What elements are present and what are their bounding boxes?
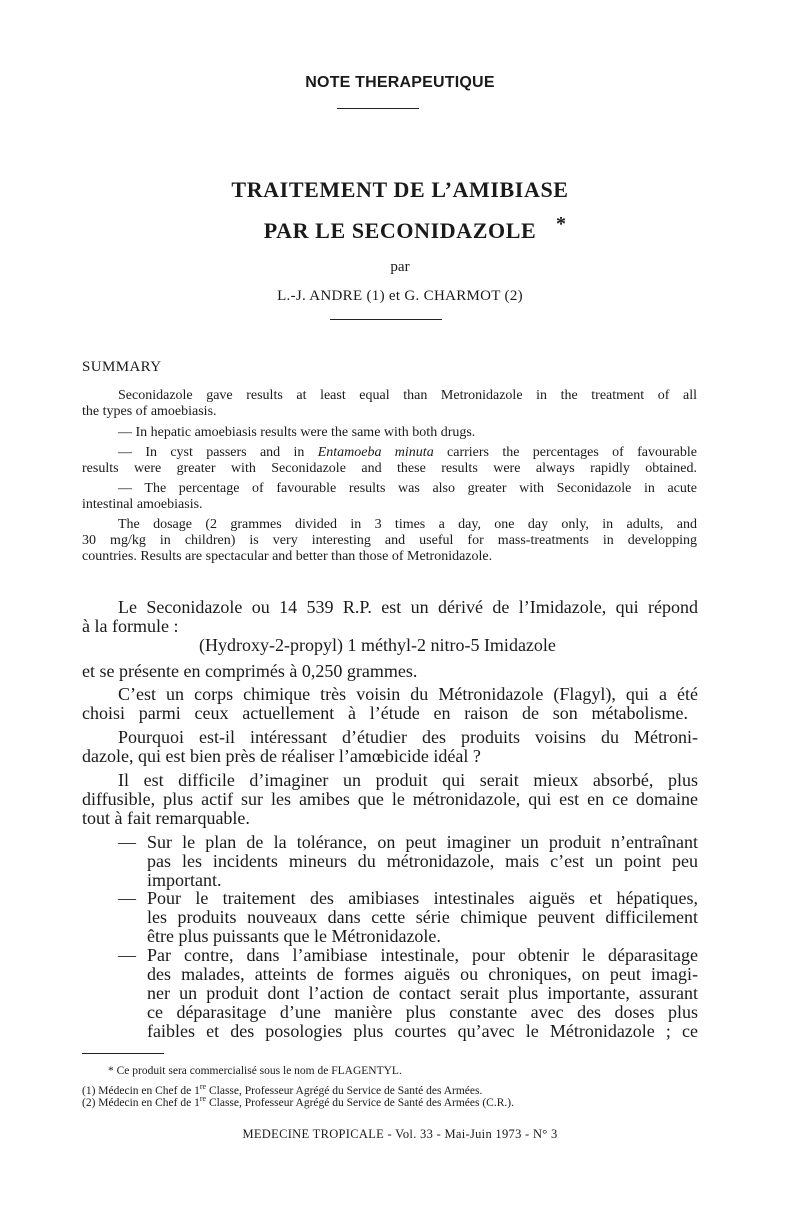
footnote-star: * Ce produit sera commercialisé sous le nom de FLAGENTYL. — [108, 1065, 402, 1077]
title-footnote-mark: * — [556, 213, 566, 235]
body-line: (Hydroxy-2-propyl) 1 méthyl-2 nitro-5 Imidazole — [199, 635, 556, 655]
summary-line: the types of amoebiasis. — [82, 404, 217, 419]
summary-line: The dosage (2 grammes divided in 3 times a day, one day only, in adults, and — [118, 517, 697, 532]
body-line: à la formule : — [82, 616, 179, 636]
body-line: pas les incidents mineurs du métronidazole, mais c’est un point peu — [147, 851, 698, 871]
body-line: Pourquoi est-il intéressant d’étudier des produits voisins du Métroni- — [118, 727, 698, 747]
footnote-2-sup: re — [199, 1094, 207, 1103]
footnote-1-text-rest: Classe, Professeur Agrégé du Service de Santé des Armées. — [206, 1084, 483, 1097]
footnote-2 — [82, 1092, 514, 1110]
article-title-line-2-text: PAR LE SECONIDAZOLE — [263, 218, 537, 243]
body-line: Pour le traitement des amibiases intestinales aiguës et hépatiques, — [147, 888, 698, 908]
byline-par: par — [390, 259, 410, 275]
body-line: important. — [147, 870, 222, 890]
summary-line: — The percentage of favourable results was also greater with Seconidazole in acute — [118, 481, 697, 496]
body-line: Il est difficile d’imaginer un produit qui serait mieux absorbé, plus — [118, 770, 698, 790]
journal-footer: MEDECINE TROPICALE - Vol. 33 - Mai-Juin 1973 - N° 3 — [242, 1127, 558, 1141]
body-line: ce déparasitage d’une manière plus constante avec des doses plus — [147, 1002, 698, 1022]
summary-line: — In hepatic amoebiasis results were the same with both drugs. — [118, 425, 476, 440]
list-dash: — — [118, 945, 136, 965]
list-dash: — — [118, 832, 136, 852]
footnote-1-sup: re — [199, 1082, 207, 1091]
body-line: des malades, atteints de formes aiguës ou chroniques, on peut imagi- — [147, 964, 698, 984]
summary-line — [118, 445, 697, 461]
body-line: ner un produit dont l’action de contact serait plus importante, assurant — [147, 983, 698, 1003]
footnote-2-text: (2) Médecin en Chef de 1 — [82, 1096, 200, 1109]
footnote-divider — [82, 1053, 164, 1054]
summary-text: carriers the percentages of favourable — [433, 445, 697, 460]
summary-heading: SUMMARY — [82, 359, 162, 375]
summary-line: Seconidazole gave results at least equal than Metronidazole in the treatment of all — [118, 388, 697, 403]
body-line: Par contre, dans l’amibiase intestinale, pour obtenir le déparasitage — [147, 945, 698, 965]
body-line: faibles et des posologies plus courtes qu’avec le Métronidazole ; ce — [147, 1021, 698, 1041]
body-line: Sur le plan de la tolérance, on peut imaginer un produit n’entraînant — [147, 832, 698, 852]
summary-line: results were greater with Seconidazole and these results were always rapidly obtained. — [82, 461, 697, 476]
summary-species-name: Entamoeba minuta — [317, 445, 434, 460]
footnote-2-text-rest: Classe, Professeur Agrégé du Service de Santé des Armées (C.R.). — [206, 1096, 514, 1109]
summary-line: countries. Results are spectacular and better than those of Metronidazole. — [82, 549, 493, 564]
summary-text: — In cyst passers and in — [118, 445, 318, 460]
body-line: dazole, qui est bien près de réaliser l’amœbicide idéal ? — [82, 746, 481, 766]
body-line: tout à fait remarquable. — [82, 808, 250, 828]
article-title-line-1: TRAITEMENT DE L’AMIBIASE — [231, 177, 569, 202]
header-divider — [337, 108, 419, 109]
byline-authors: L.-J. ANDRE (1) et G. CHARMOT (2) — [277, 288, 523, 304]
list-dash: — — [118, 888, 136, 908]
body-line: choisi parmi ceux actuellement à l’étude en raison de son métabolisme. — [82, 703, 688, 723]
footnote-1-text: (1) Médecin en Chef de 1 — [82, 1084, 200, 1097]
body-line: C’est un corps chimique très voisin du Métronidazole (Flagyl), qui a été — [118, 684, 698, 704]
article-title-line-2 — [0, 218, 800, 244]
summary-line: intestinal amoebiasis. — [82, 497, 203, 512]
summary-line: 30 mg/kg in children) is very interesting and useful for mass-treatments in developping — [82, 533, 697, 548]
body-line: et se présente en comprimés à 0,250 grammes. — [82, 661, 418, 681]
body-line: les produits nouveaux dans cette série chimique peuvent difficilement — [147, 907, 698, 927]
body-line: diffusible, plus actif sur les amibes que le métronidazole, qui est en ce domaine — [82, 789, 698, 809]
section-heading: NOTE THERAPEUTIQUE — [305, 74, 495, 91]
body-line: être plus puissants que le Métronidazole. — [147, 926, 441, 946]
body-line: Le Seconidazole ou 14 539 R.P. est un dérivé de l’Imidazole, qui répond — [118, 597, 698, 617]
title-divider — [330, 319, 442, 320]
